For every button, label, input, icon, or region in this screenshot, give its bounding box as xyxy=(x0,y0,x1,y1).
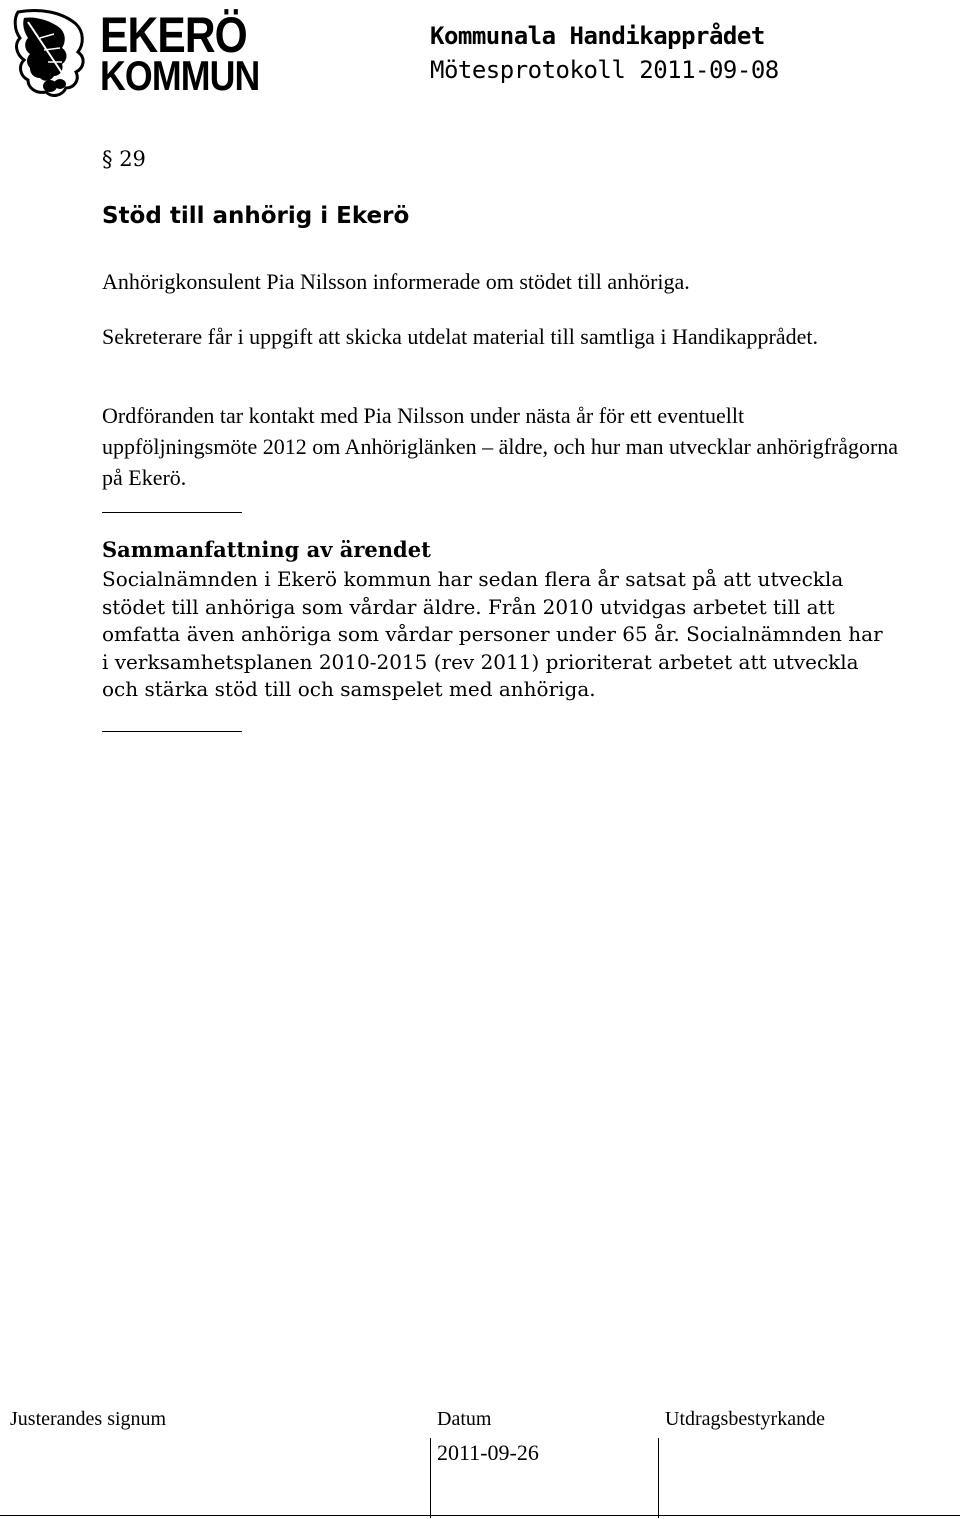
footer-bottom-line xyxy=(0,1515,960,1516)
section-number-value: 29 xyxy=(119,147,146,171)
document-header-title: Kommunala Handikapprådet xyxy=(430,22,765,50)
paragraph: Sekreterare får i uppgift att skicka utdelat material till samtliga i Handikapprådet. xyxy=(102,324,818,349)
item-heading: Stöd till anhörig i Ekerö xyxy=(102,203,410,229)
paragraph: Anhörigkonsulent Pia Nilsson informerade om stödet till anhöriga. xyxy=(102,269,690,294)
footer-divider xyxy=(658,1438,659,1518)
divider xyxy=(102,512,242,513)
municipality-logo xyxy=(10,4,270,100)
date-label: Datum xyxy=(437,1408,492,1430)
summary-title: Sammanfattning av ärendet xyxy=(102,537,431,562)
section-number xyxy=(102,147,146,171)
extract-certification-label: Utdragsbestyrkande xyxy=(665,1408,825,1430)
divider xyxy=(102,731,242,732)
footer-divider xyxy=(430,1438,431,1518)
document-header-subtitle: Mötesprotokoll 2011-09-08 xyxy=(430,56,779,84)
date-value: 2011-09-26 xyxy=(437,1440,539,1465)
paragraph: Ordföranden tar kontakt med Pia Nilsson under nästa år för ett eventuellt uppföljningsmöte 2012 om Anhöriglänken – äldre, och hur man utvecklar anhörigfrågorna på Ekerö. xyxy=(102,403,899,490)
summary-body: Socialnämnden i Ekerö kommun har sedan flera år satsat på att utveckla stödet till anhöriga som vårdar äldre. Från 2010 utvidgas arbetet till att omfatta även anhöriga som vårdar personer under 65 år. Socialnämnden har i verksamhetsplanen 2010-2015 (rev 2011) prioriterat arbetet att utveckla och stärka stöd till och samspelet med anhöriga. xyxy=(102,567,883,701)
logo-text-ekero: EKERÖ xyxy=(100,7,247,63)
logo-text-kommun: KOMMUN xyxy=(100,52,260,99)
signum-label: Justerandes signum xyxy=(10,1408,167,1430)
oak-leaf-icon xyxy=(10,4,90,100)
section-symbol: § xyxy=(102,147,113,171)
